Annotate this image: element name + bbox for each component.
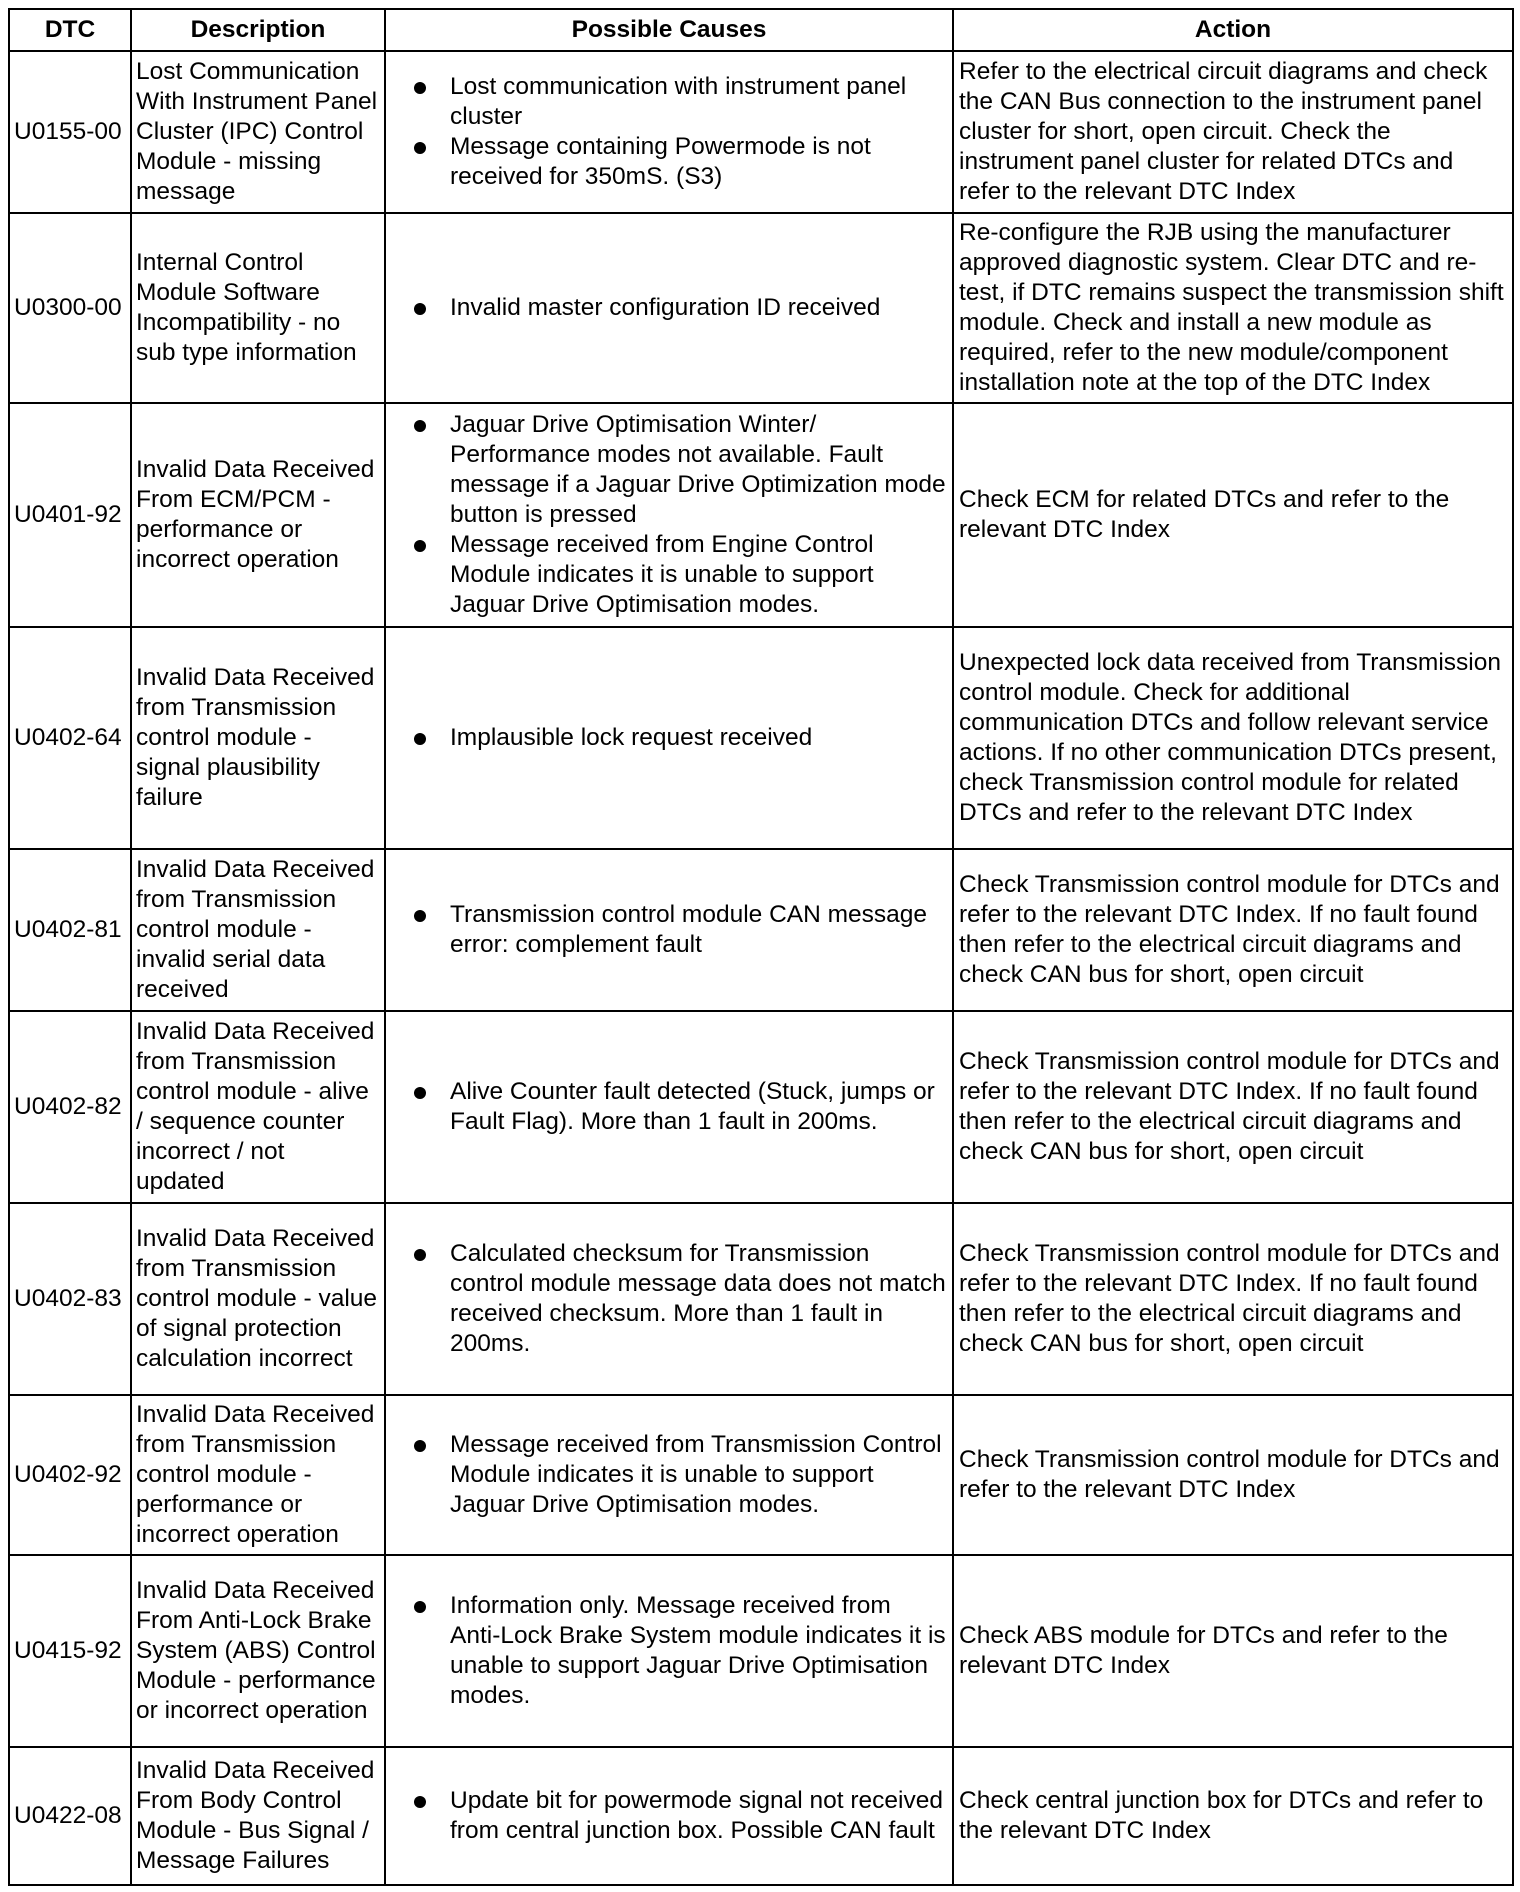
table-row xyxy=(9,1011,1513,1203)
table-row xyxy=(9,51,1513,213)
cause-text: Update bit for powermode signal not received from central junction box. Possible CAN fault xyxy=(450,1787,944,1844)
dtc-action: Check Transmission control module for DTCs and refer to the relevant DTC Index. If no fault found then refer to the electrical circuit diagrams and check CAN bus for short, open circuit xyxy=(953,849,1513,1011)
dtc-code: U0402-83 xyxy=(9,1203,131,1395)
causes-list xyxy=(392,1077,946,1137)
table-row xyxy=(9,403,1513,627)
cause-item xyxy=(392,1430,946,1520)
dtc-action: Check Transmission control module for DTCs and refer to the relevant DTC Index. If no fault found then refer to the electrical circuit diagrams and check CAN bus for short, open circuit xyxy=(953,1011,1513,1203)
header-possible-causes: Possible Causes xyxy=(385,9,953,51)
bullet-icon xyxy=(414,910,426,922)
table-row xyxy=(9,627,1513,849)
dtc-page xyxy=(8,8,1512,1886)
cause-item xyxy=(392,293,946,323)
possible-causes xyxy=(385,213,953,403)
bullet-icon xyxy=(414,82,426,94)
cause-text: Message containing Powermode is not received for 350mS. (S3) xyxy=(450,133,871,190)
dtc-description: Lost Communication With Instrument Panel Cluster (IPC) Control Module - missing message xyxy=(131,51,385,213)
cause-text: Calculated checksum for Transmission control module message data does not match received checksum. More than 1 fault in 200ms. xyxy=(450,1240,946,1357)
causes-list xyxy=(392,723,946,753)
cause-item xyxy=(392,132,946,192)
bullet-icon xyxy=(414,1087,426,1099)
dtc-action: Check ECM for related DTCs and refer to the relevant DTC Index xyxy=(953,403,1513,627)
cause-text: Lost communication with instrument panel cluster xyxy=(450,73,907,130)
causes-list xyxy=(392,1239,946,1359)
possible-causes xyxy=(385,1555,953,1747)
table-header xyxy=(9,9,1513,51)
dtc-description: Invalid Data Received From ECM/PCM - performance or incorrect operation xyxy=(131,403,385,627)
dtc-description: Invalid Data Received From Body Control Module - Bus Signal / Message Failures xyxy=(131,1747,385,1885)
dtc-description: Internal Control Module Software Incompatibility - no sub type information xyxy=(131,213,385,403)
cause-text: Invalid master configuration ID received xyxy=(450,294,881,321)
cause-item xyxy=(392,410,946,530)
possible-causes xyxy=(385,849,953,1011)
dtc-description: Invalid Data Received from Transmission control module - signal plausibility failure xyxy=(131,627,385,849)
causes-list xyxy=(392,1430,946,1520)
bullet-icon xyxy=(414,420,426,432)
table-body xyxy=(9,51,1513,1885)
cause-item xyxy=(392,1786,946,1846)
cause-item xyxy=(392,1591,946,1711)
table-row xyxy=(9,1395,1513,1555)
possible-causes xyxy=(385,1203,953,1395)
bullet-icon xyxy=(414,1601,426,1613)
bullet-icon xyxy=(414,1249,426,1261)
cause-text: Message received from Engine Control Module indicates it is unable to support Jaguar Drive Optimisation modes. xyxy=(450,531,874,618)
dtc-code: U0402-81 xyxy=(9,849,131,1011)
dtc-code: U0415-92 xyxy=(9,1555,131,1747)
cause-item xyxy=(392,1239,946,1359)
dtc-code: U0300-00 xyxy=(9,213,131,403)
possible-causes xyxy=(385,1747,953,1885)
cause-text: Transmission control module CAN message error: complement fault xyxy=(450,901,928,958)
dtc-code: U0402-92 xyxy=(9,1395,131,1555)
cause-text: Information only. Message received from Anti-Lock Brake System module indicates it is unable to support Jaguar Drive Optimisation modes. xyxy=(450,1592,946,1709)
dtc-description: Invalid Data Received From Anti-Lock Brake System (ABS) Control Module - performance or incorrect operation xyxy=(131,1555,385,1747)
possible-causes xyxy=(385,627,953,849)
causes-list xyxy=(392,900,946,960)
dtc-action: Re-configure the RJB using the manufacturer approved diagnostic system. Clear DTC and re-test, if DTC remains suspect the transmission shift module. Check and install a new module as required, refer to the new module/component installation note at the top of the DTC Index xyxy=(953,213,1513,403)
cause-item xyxy=(392,72,946,132)
bullet-icon xyxy=(414,540,426,552)
header-action: Action xyxy=(953,9,1513,51)
dtc-code: U0402-64 xyxy=(9,627,131,849)
causes-list xyxy=(392,1591,946,1711)
dtc-code: U0155-00 xyxy=(9,51,131,213)
dtc-action: Refer to the electrical circuit diagrams and check the CAN Bus connection to the instrument panel cluster for short, open circuit. Check the instrument panel cluster for related DTCs and refer to the relevant DTC Index xyxy=(953,51,1513,213)
header-dtc: DTC xyxy=(9,9,131,51)
bullet-icon xyxy=(414,733,426,745)
causes-list xyxy=(392,1786,946,1846)
table-row xyxy=(9,849,1513,1011)
table-row xyxy=(9,1555,1513,1747)
possible-causes xyxy=(385,403,953,627)
dtc-table xyxy=(8,8,1514,1886)
dtc-description: Invalid Data Received from Transmission control module - invalid serial data received xyxy=(131,849,385,1011)
cause-item xyxy=(392,1077,946,1137)
dtc-action: Unexpected lock data received from Transmission control module. Check for additional communication DTCs and follow relevant service actions. If no other communication DTCs present, check Transmission control module for related DTCs and refer to the relevant DTC Index xyxy=(953,627,1513,849)
bullet-icon xyxy=(414,142,426,154)
bullet-icon xyxy=(414,1440,426,1452)
dtc-description: Invalid Data Received from Transmission control module - value of signal protection calculation incorrect xyxy=(131,1203,385,1395)
dtc-code: U0402-82 xyxy=(9,1011,131,1203)
cause-item xyxy=(392,530,946,620)
dtc-action: Check Transmission control module for DTCs and refer to the relevant DTC Index xyxy=(953,1395,1513,1555)
header-description: Description xyxy=(131,9,385,51)
dtc-action: Check ABS module for DTCs and refer to the relevant DTC Index xyxy=(953,1555,1513,1747)
dtc-code: U0401-92 xyxy=(9,403,131,627)
table-row xyxy=(9,1203,1513,1395)
possible-causes xyxy=(385,1395,953,1555)
causes-list xyxy=(392,293,946,323)
causes-list xyxy=(392,410,946,620)
dtc-description: Invalid Data Received from Transmission control module - alive / sequence counter incorrect / not updated xyxy=(131,1011,385,1203)
dtc-description: Invalid Data Received from Transmission control module - performance or incorrect operation xyxy=(131,1395,385,1555)
dtc-action: Check Transmission control module for DTCs and refer to the relevant DTC Index. If no fault found then refer to the electrical circuit diagrams and check CAN bus for short, open circuit xyxy=(953,1203,1513,1395)
possible-causes xyxy=(385,1011,953,1203)
bullet-icon xyxy=(414,303,426,315)
dtc-action: Check central junction box for DTCs and refer to the relevant DTC Index xyxy=(953,1747,1513,1885)
table-row xyxy=(9,1747,1513,1885)
table-row xyxy=(9,213,1513,403)
causes-list xyxy=(392,72,946,192)
header-row xyxy=(9,9,1513,51)
cause-item xyxy=(392,900,946,960)
cause-text: Alive Counter fault detected (Stuck, jumps or Fault Flag). More than 1 fault in 200ms. xyxy=(450,1078,935,1135)
cause-text: Message received from Transmission Control Module indicates it is unable to support Jaguar Drive Optimisation modes. xyxy=(450,1431,942,1518)
cause-item xyxy=(392,723,946,753)
cause-text: Jaguar Drive Optimisation Winter/ Performance modes not available. Fault message if a Jaguar Drive Optimization mode button is pressed xyxy=(450,411,946,528)
dtc-code: U0422-08 xyxy=(9,1747,131,1885)
cause-text: Implausible lock request received xyxy=(450,724,813,751)
bullet-icon xyxy=(414,1796,426,1808)
possible-causes xyxy=(385,51,953,213)
